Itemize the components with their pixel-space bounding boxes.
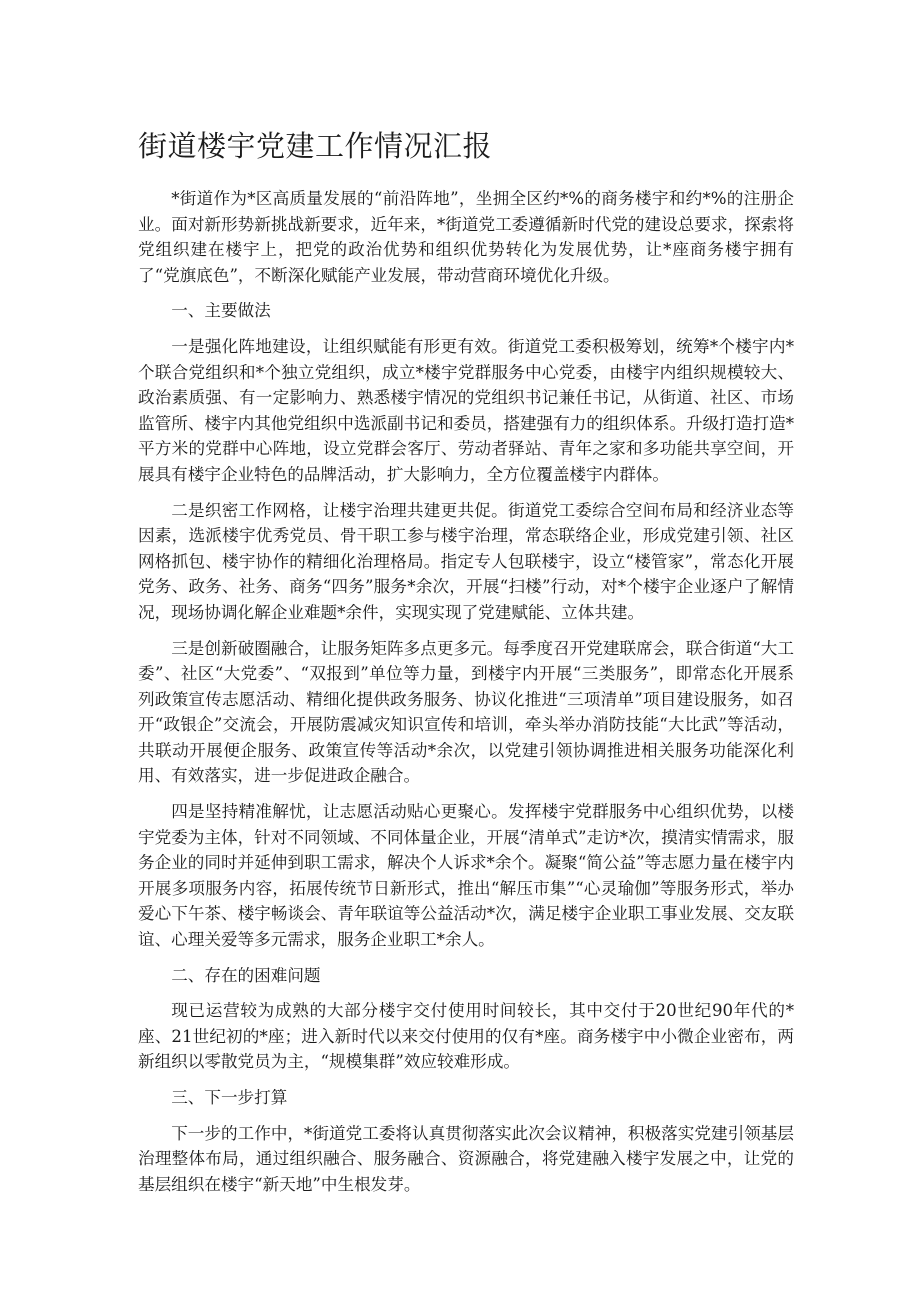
- intro-paragraph: *街道作为*区高质量发展的“前沿阵地”，坐拥全区约*%的商务楼宇和约*%的注册企业。面对新形势新挑战新要求，近年来，*街道党工委遵循新时代党的建设总要求，探索将党组织建在楼宇上，把党的政治优势和组织优势转化为发展优势，让*座商务楼宇拥有了“党旗底色”，不断深化赋能产业发展，带动营商环境优化升级。: [138, 189, 794, 285]
- document-title: 街道楼宇党建工作情况汇报: [138, 129, 493, 163]
- section-next-steps: [138, 1085, 794, 1197]
- section-main-practices: [138, 298, 794, 952]
- body-paragraph: 三是创新破圈融合，让服务矩阵多点更多元。每季度召开党建联席会，联合街道“大工委”、社区“大党委”、“双报到”单位等力量，到楼宇内开展“三类服务”，即常态化开展系列政策宣传志愿活动、精细化提供政务服务、协议化推进“三项清单”项目建设服务，如召开“政银企”交流会，开展防震减灾知识宣传和培训，牵头举办消防技能“大比武”等活动，共联动开展便企服务、政策宣传等活动*余次，以党建引领协调推进相关服务功能深化利用、有效落实，进一步促进政企融合。: [138, 638, 794, 786]
- body-paragraph: 下一步的工作中，*街道党工委将认真贯彻落实此次会议精神，积极落实党建引领基层治理整体布局，通过组织融合、服务融合、资源融合，将党建融入楼宇发展之中，让党的基层组织在楼宇“新天地”中生根发芽。: [138, 1123, 794, 1194]
- section-heading: 一、主要做法: [171, 301, 271, 321]
- document-page: [138, 124, 794, 1207]
- section-heading: 二、存在的困难问题: [171, 965, 321, 985]
- body-paragraph: 一是强化阵地建设，让组织赋能有形更有效。街道党工委积极筹划，统筹*个楼宇内*个联合党组织和*个独立党组织，成立*楼宇党群服务中心党委，由楼宇内组织规模较大、政治素质强、有一定影响力、熟悉楼宇情况的党组织书记兼任书记，从街道、社区、市场监管所、楼宇内其他党组织中选派副书记和委员，搭建强有力的组织体系。升级打造打造*平方米的党群中心阵地，设立党群会客厅、劳动者驿站、青年之家和多功能共享空间，开展具有楼宇企业特色的品牌活动，扩大影响力，全方位覆盖楼宇内群体。: [138, 336, 794, 484]
- body-paragraph: 现已运营较为成熟的大部分楼宇交付使用时间较长，其中交付于20世纪90年代的*座、21世纪初的*座；进入新时代以来交付使用的仅有*座。商务楼宇中小微企业密布，两新组织以零散党员为主，“规模集群”效应较难形成。: [138, 1001, 794, 1072]
- section-difficulties: [138, 963, 794, 1075]
- section-heading: 三、下一步打算: [171, 1088, 288, 1107]
- body-paragraph: 二是织密工作网格，让楼宇治理共建更共促。街道党工委综合空间布局和经济业态等因素，选派楼宇优秀党员、骨干职工参与楼宇治理，常态联络企业，形成党建引领、社区网格抓包、楼宇协作的精细化治理格局。指定专人包联楼宇，设立“楼管家”，常态化开展党务、政务、社务、商务“四务”服务*余次，开展“扫楼”行动，对*个楼宇企业逐户了解情况，现场协调化解企业难题*余件，实现实现了党建赋能、立体共建。: [138, 500, 794, 622]
- body-paragraph: 四是坚持精准解忧，让志愿活动贴心更聚心。发挥楼宇党群服务中心组织优势，以楼宇党委为主体，针对不同领域、不同体量企业，开展“清单式”走访*次，摸清实情需求，服务企业的同时并延伸到职工需求，解决个人诉求*余个。凝聚“简公益”等志愿力量在楼宇内开展多项服务内容，拓展传统节日新形式，推出“解压市集”“心灵瑜伽”等服务形式，举办爱心下午茶、楼宇畅谈会、青年联谊等公益活动*次，满足楼宇企业职工事业发展、交友联谊、心理关爱等多元需求，服务企业职工*余人。: [138, 802, 794, 950]
